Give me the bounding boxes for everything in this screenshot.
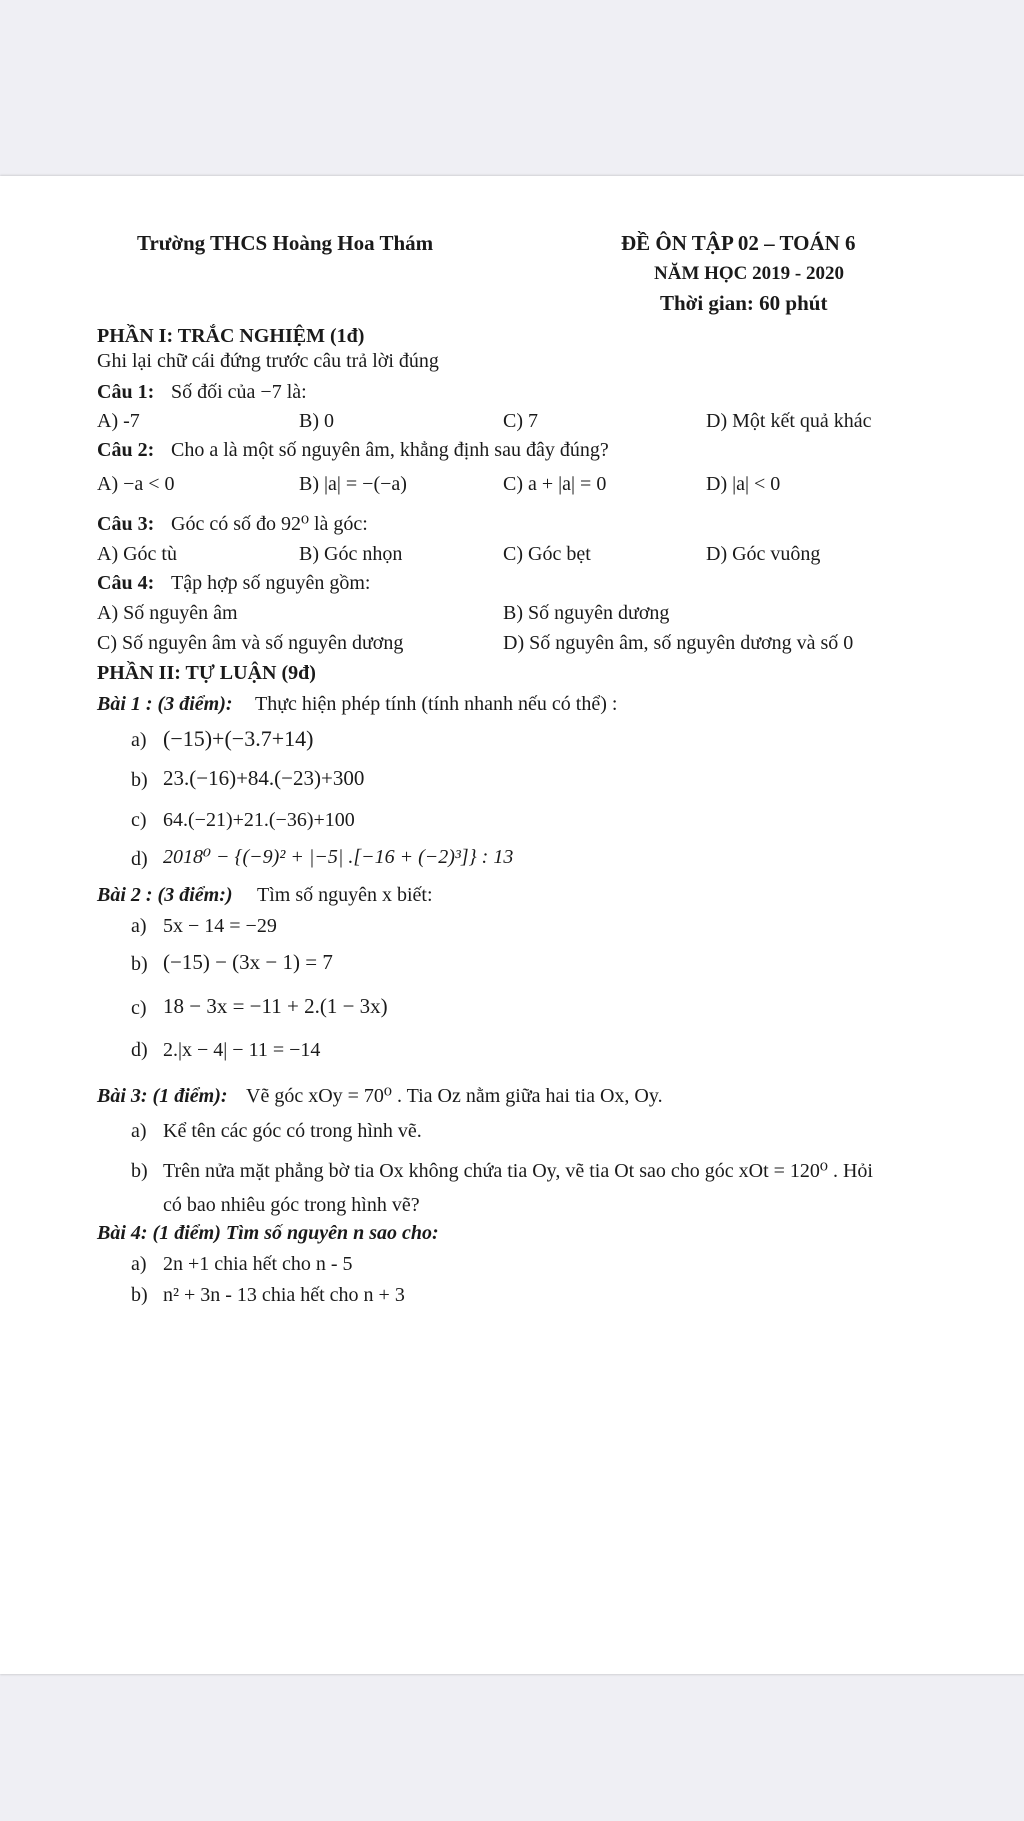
bai3-item-b-line1: Trên nửa mặt phẳng bờ tia Ox không chứa tia Oy, vẽ tia Ot sao cho góc xOt = 120⁰ . Hỏi	[163, 1160, 873, 1182]
bai2-item-d-label: d)	[131, 1039, 148, 1061]
bai3-item-a-label: a)	[131, 1120, 147, 1142]
q2-option-b: B) |a| = −(−a)	[299, 473, 407, 495]
bai1-item-b-label: b)	[131, 769, 148, 791]
q4-option-d: D) Số nguyên âm, số nguyên dương và số 0	[503, 632, 854, 654]
bai2-label: Bài 2 : (3 điểm:)	[97, 884, 233, 906]
bai2-item-d: 2.|x − 4| − 11 = −14	[163, 1039, 321, 1061]
bai4-item-b: n² + 3n - 13 chia hết cho n + 3	[163, 1284, 405, 1306]
q1-label: Câu 1:	[97, 381, 155, 403]
bai2-item-b: (−15) − (3x − 1) = 7	[163, 950, 333, 974]
q3-option-a: A) Góc tù	[97, 543, 177, 565]
school-name: Trường THCS Hoàng Hoa Thám	[137, 231, 434, 255]
exam-title: ĐỀ ÔN TẬP 02 – TOÁN 6	[621, 231, 856, 255]
bai3-label: Bài 3: (1 điểm):	[97, 1085, 228, 1107]
q1-option-a: A) -7	[97, 410, 140, 432]
bai3-text: Vẽ góc xOy = 70⁰ . Tia Oz nằm giữa hai tia Ox, Oy.	[246, 1085, 663, 1107]
part1-title: PHẦN I: TRẮC NGHIỆM (1đ)	[97, 325, 365, 347]
q4-label: Câu 4:	[97, 572, 155, 594]
q3-option-c: C) Góc bẹt	[503, 543, 591, 565]
q4-option-b: B) Số nguyên dương	[503, 602, 670, 624]
bai2-item-a-label: a)	[131, 915, 147, 937]
bai3-item-b-line2: có bao nhiêu góc trong hình vẽ?	[163, 1194, 420, 1216]
bai2-item-b-label: b)	[131, 953, 148, 975]
q4-text: Tập hợp số nguyên gồm:	[171, 572, 371, 594]
q1-option-c: C) 7	[503, 410, 538, 432]
q1-text: Số đối của −7 là:	[171, 381, 307, 403]
exam-time: Thời gian: 60 phút	[660, 291, 828, 315]
q2-option-d: D) |a| < 0	[706, 473, 781, 495]
bai1-label: Bài 1 : (3 điểm):	[97, 693, 233, 715]
q3-option-b: B) Góc nhọn	[299, 543, 403, 565]
bai1-item-c-label: c)	[131, 809, 147, 831]
bai1-item-b: 23.(−16)+84.(−23)+300	[163, 766, 365, 790]
bai1-text: Thực hiện phép tính (tính nhanh nếu có thể) :	[255, 693, 618, 715]
bai3-item-a: Kể tên các góc có trong hình vẽ.	[163, 1120, 422, 1142]
bai1-item-c: 64.(−21)+21.(−36)+100	[163, 809, 355, 831]
bai3-item-b-label: b)	[131, 1160, 148, 1182]
q1-option-d: D) Một kết quả khác	[706, 410, 872, 432]
school-year: NĂM HỌC 2019 - 2020	[654, 263, 844, 284]
bai4-label: Bài 4: (1 điểm) Tìm số nguyên n sao cho:	[97, 1222, 439, 1244]
q2-option-c: C) a + |a| = 0	[503, 473, 607, 495]
q2-text: Cho a là một số nguyên âm, khẳng định sau đây đúng?	[171, 439, 609, 461]
q2-option-a: A) −a < 0	[97, 473, 175, 495]
bai2-item-c-label: c)	[131, 997, 147, 1019]
q4-option-a: A) Số nguyên âm	[97, 602, 238, 624]
bai1-item-d-label: d)	[131, 848, 148, 870]
bai2-text: Tìm số nguyên x biết:	[257, 884, 433, 906]
q2-label: Câu 2:	[97, 439, 155, 461]
bai1-item-d: 2018⁰ − {(−9)² + |−5| .[−16 + (−2)³]} : 13	[163, 846, 514, 868]
bai2-item-c: 18 − 3x = −11 + 2.(1 − 3x)	[163, 994, 388, 1018]
part1-instruction: Ghi lại chữ cái đứng trước câu trả lời đúng	[97, 350, 439, 372]
q3-option-d: D) Góc vuông	[706, 543, 821, 565]
bai4-item-a: 2n +1 chia hết cho n - 5	[163, 1253, 353, 1275]
bai2-item-a: 5x − 14 = −29	[163, 915, 277, 937]
q1-option-b: B) 0	[299, 410, 334, 432]
bai1-item-a-label: a)	[131, 729, 147, 751]
q3-text: Góc có số đo 92⁰ là góc:	[171, 513, 368, 535]
part2-title: PHẦN II: TỰ LUẬN (9đ)	[97, 662, 316, 684]
bai1-item-a: (−15)+(−3.7+14)	[163, 726, 314, 751]
bai4-item-a-label: a)	[131, 1253, 147, 1275]
q3-label: Câu 3:	[97, 513, 155, 535]
q4-option-c: C) Số nguyên âm và số nguyên dương	[97, 632, 404, 654]
bai4-item-b-label: b)	[131, 1284, 148, 1306]
